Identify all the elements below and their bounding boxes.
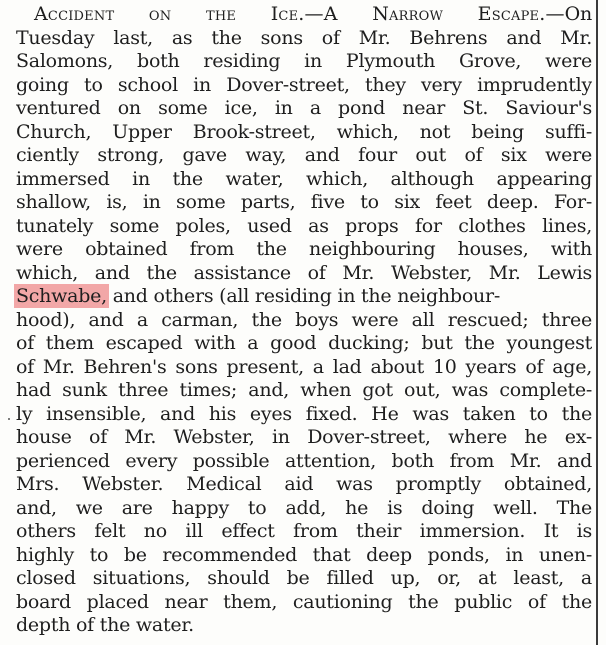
article-line-15: of them escaped with a good ducking; but the youngest <box>16 332 592 354</box>
article-line-3: Salomons, both residing in Plymouth Grove, were <box>16 50 592 72</box>
article-line-22: and, we are happy to add, he is doing well. The <box>16 496 592 519</box>
article-line-13-rest: and others (all residing in the neighbour- <box>112 285 501 307</box>
article-line-10: tunately some poles, used as props for clothes lines, <box>16 214 592 237</box>
article-line-1 <box>16 3 592 27</box>
article-line-19: house of Mr. Webster, in Dover-street, where he ex- <box>16 426 592 448</box>
article-line-14: hood), and a carman, the boys were all rescued; three <box>16 308 592 331</box>
article-line-8: immersed in the water, which, although appearing <box>16 167 592 190</box>
article-text <box>16 3 592 638</box>
article-heading: Accident on the Ice.—A Narrow Escape.— <box>34 3 565 25</box>
article-line-16: of Mr. Behren's sons present, a lad about 10 years of age, <box>16 355 592 378</box>
article-line-23: others felt no ill effect from their immersion. It is <box>16 520 592 542</box>
article-line-25: closed situations, should be filled up, or, at least, a <box>16 567 592 589</box>
article-line-6: Church, Upper Brook-street, which, not being suffi- <box>16 120 592 143</box>
article-line-2: Tuesday last, as the sons of Mr. Behrens and Mr. <box>16 26 592 49</box>
column-rule <box>596 0 598 645</box>
article-line-5: ventured on some ice, in a pond near St. Saviour's <box>16 97 592 119</box>
article-line-20: perienced every possible attention, both from Mr. and <box>16 449 592 472</box>
article-line-11: were obtained from the neighbouring houses, with <box>16 238 592 260</box>
article-line-24: highly to be recommended that deep ponds, in unen- <box>16 543 592 566</box>
article-line-4: going to school in Dover-street, they very imprudently <box>16 73 592 96</box>
article-line-26: board placed near them, cautioning the public of the <box>16 590 592 613</box>
article-line-7: ciently strong, gave way, and four out of six were <box>16 144 592 166</box>
scan-speck <box>8 418 10 420</box>
article-line-27: depth of the water. <box>16 614 194 636</box>
highlighted-name: Schwabe, <box>16 285 107 307</box>
article-line-12: which, and the assistance of Mr. Webster, Mr. Lewis <box>16 261 592 284</box>
article-line-9: shallow, is, in some parts, five to six feet deep. For- <box>16 191 592 213</box>
article-line-13 <box>16 285 592 309</box>
article-line-21: Mrs. Webster. Medical aid was promptly obtained, <box>16 473 592 495</box>
article-line-1-tail: On <box>564 3 592 25</box>
article-line-18: ly insensible, and his eyes fixed. He was taken to the <box>16 402 592 425</box>
article-line-17: had sunk three times; and, when got out, was complete- <box>16 379 592 401</box>
